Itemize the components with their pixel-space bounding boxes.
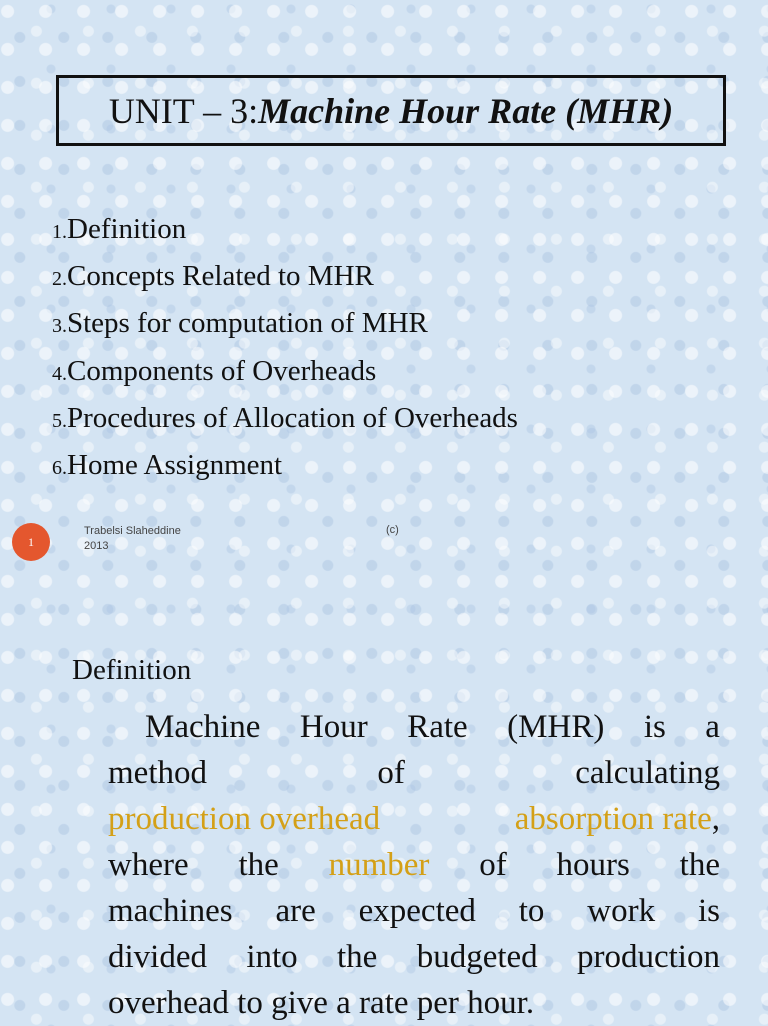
paragraph-word: method xyxy=(108,755,207,791)
outline-item xyxy=(52,395,518,442)
outline-text: Steps for computation of MHR xyxy=(67,307,428,340)
paragraph-line xyxy=(108,704,720,750)
paragraph-line xyxy=(108,980,720,1026)
outline-list xyxy=(52,206,518,489)
paragraph-word: Machine xyxy=(145,709,261,745)
outline-item xyxy=(52,206,518,253)
paragraph-word: divided xyxy=(108,939,207,975)
title-emphasis: Machine Hour Rate (MHR) xyxy=(258,90,674,131)
paragraph-word: Hour xyxy=(299,709,368,745)
paragraph-word: a xyxy=(705,709,720,745)
title-prefix: UNIT – 3: xyxy=(108,90,259,131)
page-number-badge: 1 xyxy=(12,523,50,561)
outline-item xyxy=(52,253,518,300)
footer-year: 2013 xyxy=(84,540,109,552)
outline-text: Concepts Related to MHR xyxy=(67,260,374,293)
paragraph-word: where xyxy=(108,847,189,883)
paragraph-word: machines xyxy=(108,893,233,929)
paragraph-word: number xyxy=(328,847,430,883)
outline-text: Definition xyxy=(67,213,187,245)
paragraph-line xyxy=(108,796,720,842)
paragraph-word: production xyxy=(577,939,720,975)
paragraph-word: of xyxy=(479,847,507,883)
paragraph-word: overhead to give a rate per hour. xyxy=(108,985,535,1021)
paragraph-word: expected xyxy=(358,893,476,929)
paragraph-line xyxy=(108,842,720,888)
outline-item xyxy=(52,442,518,489)
slide-title xyxy=(56,75,726,146)
definition-heading: Definition xyxy=(72,654,192,686)
footer-author xyxy=(84,524,214,554)
paragraph-word: into xyxy=(246,939,298,975)
paragraph-word: Rate xyxy=(407,709,468,745)
paragraph-word: (MHR) xyxy=(507,709,605,745)
outline-text: Procedures of Allocation of Overheads xyxy=(67,401,518,434)
outline-item xyxy=(52,300,518,347)
footer-author-name: Trabelsi Slaheddine xyxy=(84,525,181,537)
outline-number: 3. xyxy=(52,315,67,338)
paragraph-word: work xyxy=(587,893,656,929)
outline-number: 1. xyxy=(52,221,67,243)
outline-number: 4. xyxy=(52,362,67,385)
paragraph-word: is xyxy=(643,709,666,745)
paragraph-word: are xyxy=(275,893,316,929)
paragraph-line xyxy=(108,934,720,980)
paragraph-word: absorption rate, xyxy=(514,801,720,837)
paragraph-word: calculating xyxy=(575,755,720,791)
paragraph-line xyxy=(108,750,720,796)
paragraph-word: the xyxy=(337,939,378,975)
paragraph-word: hours xyxy=(556,847,630,883)
outline-item xyxy=(52,348,518,395)
outline-text: Components of Overheads xyxy=(67,354,377,387)
outline-number: 5. xyxy=(52,409,67,432)
slide-2 xyxy=(0,630,768,1024)
paragraph-word: the xyxy=(679,847,720,883)
paragraph-line xyxy=(108,888,720,934)
outline-number: 6. xyxy=(52,456,67,479)
paragraph-word: to xyxy=(518,893,545,929)
paragraph-word: of xyxy=(377,755,405,791)
definition-paragraph xyxy=(108,704,720,1026)
paragraph-word: budgeted xyxy=(416,939,538,975)
paragraph-word: is xyxy=(697,893,720,929)
outline-number: 2. xyxy=(52,268,67,291)
paragraph-word: the xyxy=(238,847,279,883)
footer-copyright: (c) xyxy=(386,524,399,536)
outline-text: Home Assignment xyxy=(67,448,283,481)
paragraph-word: production overhead xyxy=(108,801,381,837)
